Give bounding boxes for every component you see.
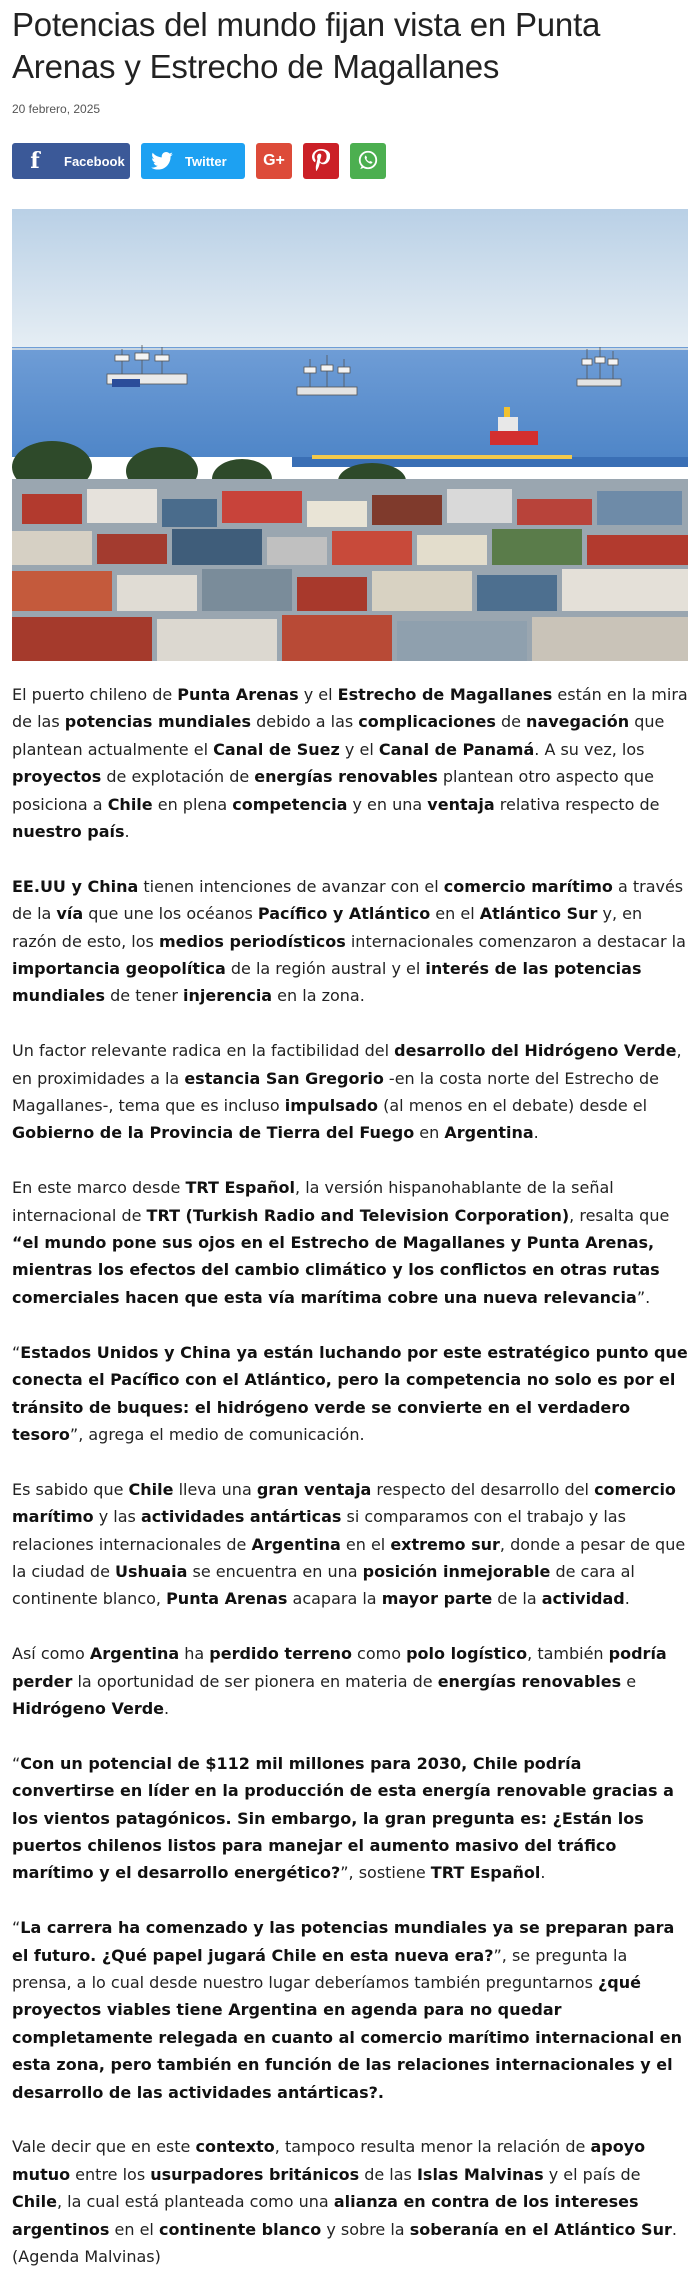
- article-body: [12, 681, 688, 2270]
- bold-text: proyectos: [12, 767, 102, 787]
- bold-text: Islas Malvinas: [416, 2164, 544, 2184]
- bold-text: navegación: [526, 712, 630, 732]
- bold-text: extremo sur: [390, 1534, 500, 1554]
- text-run: .: [164, 1698, 170, 1718]
- text-run: internacionales comenzaron a destacar la: [345, 931, 686, 951]
- text-run: a través de la: [12, 876, 684, 924]
- facebook-share-button[interactable]: [12, 143, 130, 179]
- bold-text: importancia geopolítica: [12, 959, 226, 979]
- text-run: Vale decir que en este: [12, 2137, 196, 2157]
- text-run: tienen intenciones de avanzar con el: [138, 876, 444, 896]
- bold-text: potencias mundiales: [64, 712, 252, 732]
- text-run: , también: [527, 1644, 609, 1664]
- google-plus-icon: G+: [263, 152, 285, 169]
- article-paragraph: [12, 1174, 688, 1311]
- bold-text: perdido terreno: [209, 1644, 352, 1664]
- text-run: de tener: [105, 986, 183, 1006]
- text-run: entre los: [70, 2164, 151, 2184]
- pinterest-icon: [312, 149, 330, 174]
- text-run: y, en razón de esto, los: [12, 904, 643, 951]
- text-run: en el: [340, 1534, 391, 1554]
- text-run: , la cual está planteada como una: [56, 2192, 334, 2212]
- bold-text: Atlántico Sur: [479, 904, 598, 924]
- bold-text: energías renovables: [437, 1671, 622, 1691]
- bold-text: gran ventaja: [256, 1479, 372, 1499]
- article-paragraph: [12, 1750, 688, 1887]
- text-run: Así como: [12, 1644, 90, 1664]
- bold-text: Argentina: [89, 1644, 180, 1664]
- share-bar: [12, 143, 688, 179]
- text-run: están en la mira de las: [12, 685, 688, 732]
- twitter-share-button[interactable]: [141, 143, 245, 179]
- text-run: que une los océanos: [83, 904, 258, 924]
- text-run: y el: [298, 685, 338, 704]
- bold-text: Canal de Panamá: [378, 739, 535, 759]
- text-run: e: [621, 1671, 637, 1691]
- twitter-label: Twitter: [185, 153, 227, 169]
- text-run: .: [624, 1589, 630, 1609]
- bold-text: interés de las potencias mundiales: [12, 959, 642, 1006]
- bold-text: apoyo mutuo: [12, 2137, 646, 2184]
- article-paragraph: [12, 1914, 688, 2106]
- bold-text: injerencia: [182, 986, 273, 1006]
- bold-text: actividad: [541, 1589, 625, 1609]
- text-run: En este marco desde: [12, 1178, 186, 1198]
- text-run: se encuentra en una: [187, 1561, 363, 1581]
- article-paragraph: [12, 873, 688, 1010]
- article-paragraph: [12, 2133, 688, 2270]
- text-run: en plena: [152, 794, 233, 814]
- text-run: relativa respecto de: [494, 794, 660, 814]
- whatsapp-icon: [357, 149, 379, 174]
- text-run: , resalta que: [569, 1205, 670, 1225]
- bold-text: vía: [56, 904, 84, 924]
- bold-text: contexto: [195, 2137, 275, 2157]
- article-title: Potencias del mundo fijan vista en Punta Arenas y Estrecho de Magallanes: [12, 6, 601, 85]
- text-run: ”, se pregunta la prensa, a lo cual desde nuestro lugar deberíamos también preguntarnos: [12, 1945, 628, 1992]
- bold-text: comercio marítimo: [12, 1479, 676, 1527]
- text-run: plantean otro aspecto que posiciona a: [12, 767, 654, 814]
- text-run: de cara al continente blanco,: [12, 1561, 635, 1609]
- text-run: de la: [492, 1589, 542, 1609]
- bold-text: Estrecho de Magallanes: [337, 685, 553, 704]
- article-paragraph: [12, 1339, 688, 1449]
- bold-text: complicaciones: [358, 712, 496, 732]
- text-run: en el: [430, 904, 480, 924]
- pinterest-share-button[interactable]: [303, 143, 339, 179]
- bold-text: TRT Español: [185, 1178, 296, 1198]
- bold-text: medios periodísticos: [158, 931, 346, 951]
- bold-text: Argentina: [251, 1534, 341, 1554]
- bold-text: comercio marítimo: [443, 876, 613, 896]
- bold-text: podría perder: [12, 1644, 667, 1691]
- article-paragraph: [12, 1037, 688, 1147]
- text-run: y en una: [347, 794, 428, 814]
- text-run: .: [124, 822, 130, 842]
- bold-text: TRT (Turkish Radio and Television Corporation): [146, 1205, 570, 1225]
- bold-text: Gobierno de la Provincia de Tierra del Fuego: [12, 1123, 415, 1143]
- bold-text: Punta Arenas: [166, 1589, 288, 1609]
- bold-text: nuestro país: [12, 822, 125, 842]
- text-run: .: [540, 1863, 546, 1883]
- text-run: , donde a pesar de que la ciudad de: [12, 1534, 686, 1581]
- text-run: El puerto chileno de: [12, 685, 178, 704]
- text-run: ”.: [636, 1287, 651, 1307]
- text-run: de las: [359, 2164, 417, 2184]
- text-run: “: [12, 1342, 21, 1362]
- bold-text: TRT Español: [430, 1863, 541, 1883]
- text-run: . A su vez, los: [534, 739, 645, 759]
- bold-text: continente blanco: [158, 2219, 322, 2239]
- article-paragraph: [12, 1640, 688, 1722]
- bold-text: Punta Arenas: [177, 685, 299, 704]
- text-run: y sobre la: [321, 2219, 410, 2239]
- text-run: de: [495, 712, 527, 732]
- bold-text: estancia San Gregorio: [184, 1068, 384, 1088]
- text-run: la oportunidad de ser pionera en materia de: [72, 1671, 438, 1691]
- bold-text: La carrera ha comenzado y las potencias mundiales ya se preparan para el futuro. ¿Qué papel jugará Chile en esta nueva era?: [12, 1918, 675, 1965]
- text-run: lleva una: [173, 1479, 257, 1499]
- text-run: en el: [109, 2219, 159, 2239]
- text-run: y el país de: [543, 2164, 641, 2184]
- whatsapp-share-button[interactable]: [350, 143, 386, 179]
- bold-text: posición inmejorable: [362, 1561, 551, 1581]
- bold-text: Ushuaia: [115, 1561, 188, 1581]
- punta-arenas-harbor-photo: [12, 209, 688, 661]
- text-run: y las: [93, 1507, 141, 1527]
- bold-text: actividades antárticas: [140, 1507, 342, 1527]
- text-run: , la versión hispanohablante de la señal internacional de: [12, 1178, 614, 1225]
- bold-text: Chile: [12, 2192, 57, 2212]
- bold-text: usurpadores británicos: [150, 2164, 360, 2184]
- bold-text: energías renovables: [254, 767, 438, 787]
- twitter-icon: [147, 152, 177, 170]
- bold-text: mayor parte: [381, 1589, 493, 1609]
- text-run: , en proximidades a la: [12, 1041, 682, 1088]
- bold-text: impulsado: [284, 1096, 379, 1116]
- text-run: ”, sostiene: [340, 1863, 431, 1883]
- text-run: acapara la: [287, 1589, 382, 1609]
- facebook-label: Facebook: [64, 153, 125, 169]
- bold-text: Con un potencial de $112 mil millones para 2030, Chile podría convertirse en líder en la producción de esta energía renovable gracias a los vientos patagónicos. Sin embargo, la gran pregunta es: ¿Están los puertos chilenos listos para manejar el aumento masivo del tráfico marítimo y el desarrollo energético?: [12, 1753, 674, 1883]
- bold-text: ¿qué proyectos viables tiene Argentina en agenda para no quedar completamente relegada en cuanto al comercio marítimo internacional en esta zona, pero también en función de las relaciones internacionales y el desarrollo de las actividades antárticas?.: [12, 1972, 682, 2102]
- text-run: y el: [339, 739, 379, 759]
- text-run: como: [351, 1644, 407, 1664]
- bold-text: ventaja: [427, 794, 495, 814]
- googleplus-share-button[interactable]: [256, 143, 292, 179]
- bold-text: Estados Unidos y China ya están luchando por este estratégico punto que conecta el Pacífico con el Atlántico, pero la competencia no solo es por el tránsito de buques: el hidrógeno verde se convierte en el verdadero tesoro: [12, 1342, 688, 1444]
- text-run: .: [533, 1123, 539, 1143]
- text-run: si comparamos con el trabajo y las relaciones internacionales de: [12, 1507, 626, 1554]
- bold-text: competencia: [232, 794, 348, 814]
- bold-text: EE.UU y China: [12, 876, 139, 896]
- text-run: ”, agrega el medio de comunicación.: [69, 1424, 365, 1444]
- bold-text: alianza en contra de los intereses argentinos: [12, 2192, 639, 2239]
- text-run: de explotación de: [101, 767, 255, 787]
- text-run: que plantean actualmente el: [12, 712, 665, 759]
- text-run: (al menos en el debate) desde el: [378, 1096, 648, 1116]
- text-run: en la zona.: [272, 986, 365, 1006]
- text-run: -en la costa norte del Estrecho de Magallanes-, tema que es incluso: [12, 1068, 660, 1116]
- article-paragraph: [12, 681, 688, 845]
- bold-text: Chile: [107, 794, 153, 814]
- publish-date: 20 febrero, 2025: [12, 102, 101, 116]
- text-run: debido a las: [251, 712, 359, 732]
- text-run: , tampoco resulta menor la relación de: [274, 2137, 591, 2157]
- bold-text: Argentina: [444, 1123, 534, 1143]
- article-paragraph: [12, 1476, 688, 1613]
- facebook-icon: f: [30, 148, 40, 174]
- text-run: de la región austral y el: [225, 959, 426, 979]
- bold-text: “el mundo pone sus ojos en el Estrecho de Magallanes y Punta Arenas, mientras los efectos del cambio climático y los conflictos en otras rutas comerciales hacen que esta vía marítima cobre una nueva relevancia: [12, 1233, 660, 1307]
- text-run: Un factor relevante radica en la factibilidad del: [12, 1041, 395, 1061]
- bold-text: soberanía en el Atlántico Sur: [409, 2219, 672, 2239]
- text-run: “: [12, 1918, 21, 1938]
- bold-text: Hidrógeno Verde: [12, 1698, 165, 1718]
- text-run: ha: [179, 1644, 210, 1664]
- text-run: Es sabido que: [12, 1479, 129, 1499]
- text-run: . (Agenda Malvinas): [12, 2219, 677, 2267]
- bold-text: desarrollo del Hidrógeno Verde: [394, 1041, 677, 1061]
- bold-text: Pacífico y Atlántico: [257, 904, 431, 924]
- bold-text: Chile: [128, 1479, 174, 1499]
- text-run: en: [414, 1123, 445, 1143]
- text-run: “: [12, 1753, 21, 1773]
- text-run: respecto del desarrollo del: [371, 1479, 595, 1499]
- bold-text: polo logístico: [406, 1644, 528, 1664]
- bold-text: Canal de Suez: [213, 739, 340, 759]
